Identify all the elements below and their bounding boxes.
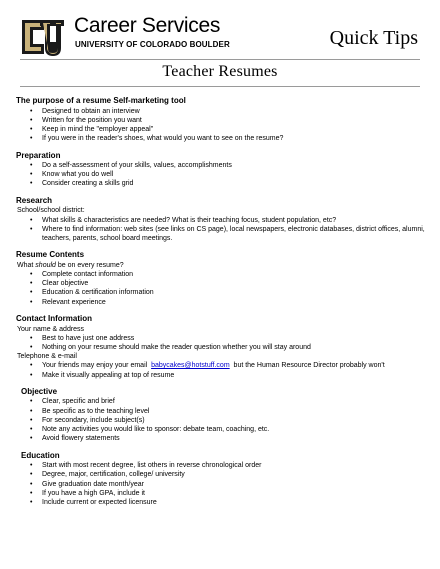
section-heading: The purpose of a resume Self-marketing tool [16,96,186,105]
header-rule [20,59,420,60]
list-item: • Know what you do well [16,170,426,179]
list-item: • Clear objective [16,279,426,288]
email-link[interactable]: babycakes@hotstuff.com [151,362,230,370]
section-heading: Resume Contents [16,250,85,260]
bullet-list [16,334,426,352]
bullet-list [16,216,426,244]
bullet-list [16,107,426,144]
section-research [16,196,426,243]
section-preparation [16,151,426,189]
list-item: • What skills & characteristics are needed? What is their teaching focus, student population, etc? [16,216,426,225]
intro-text: be on every resume? [55,261,124,269]
list-item: • Clear, specific and brief [16,397,426,406]
list-item: • Best to have just one address [16,334,426,343]
item-text: but the Human Resource Director probably won't [229,362,385,370]
section-education [16,451,426,508]
list-item [16,361,426,370]
quick-tips-badge: Quick Tips [329,27,418,49]
section-intro: School/school district: [17,207,85,215]
brand-title: Career Services [74,14,221,37]
list-item: • Note any activities you would like to sponsor: debate team, coaching, etc. [16,425,426,434]
cu-logo-icon [20,16,66,58]
list-item: • If you have a high GPA, include it [16,489,426,498]
list-item: • Consider creating a skills grid [16,179,426,188]
list-item: • Nothing on your resume should make the reader question whether you will stay around [16,343,426,352]
list-item: • Do a self-assessment of your skills, values, accomplishments [16,161,426,170]
section-objective [16,387,426,444]
document-body [16,96,426,514]
section-resume-contents [16,250,426,307]
list-item: • Relevant experience [16,298,426,307]
list-item: • Include current or expected licensure [16,498,426,507]
list-item: • Be specific as to the teaching level [16,407,426,416]
item-text: Your friends may enjoy your email [42,362,152,370]
list-item: • Degree, major, certification, college/ university [16,470,426,479]
intro-text: What [17,261,36,269]
title-rule [20,86,420,87]
section-intro: Telephone & e-mail [17,353,77,361]
section-purpose [16,96,426,143]
bullet-list [16,361,426,379]
section-intro: Your name & address [17,325,85,333]
section-heading: Education [21,450,60,460]
section-contact-information [16,314,426,380]
bullet-list [16,461,426,507]
list-item: • Written for the position you want [16,116,426,125]
bullet-list [16,270,426,307]
list-item: • Start with most recent degree, list others in reverse chronological order [16,461,426,470]
intro-emphasis: should [35,261,56,269]
list-item: • Avoid flowery statements [16,434,426,443]
section-heading: Research [16,195,53,205]
section-heading: Contact Information [16,314,92,323]
page-title: Teacher Resumes [162,63,278,80]
section-heading: Preparation [16,150,61,160]
header [20,14,420,60]
section-intro [16,261,426,270]
list-item: • For secondary, include subject(s) [16,416,426,425]
list-item: • Designed to obtain an interview [16,107,426,116]
list-item: • If you were in the reader's shoes, what would you want to see on the resume? [16,134,426,143]
list-item: • Where to find information: web sites (see links on CS page), local newspapers, electronic databases, district offices, alumni, teachers, parents, school board meetings. [16,225,426,243]
section-heading: Objective [21,386,58,396]
bullet-list [16,397,426,443]
list-item: • Make it visually appealing at top of resume [16,371,426,380]
list-item: • Complete contact information [16,270,426,279]
list-item: • Give graduation date month/year [16,480,426,489]
bullet-list [16,161,426,189]
brand-subtitle: UNIVERSITY OF COLORADO BOULDER [75,40,230,49]
list-item: • Keep in mind the "employer appeal" [16,125,426,134]
list-item: • Education & certification information [16,288,426,297]
